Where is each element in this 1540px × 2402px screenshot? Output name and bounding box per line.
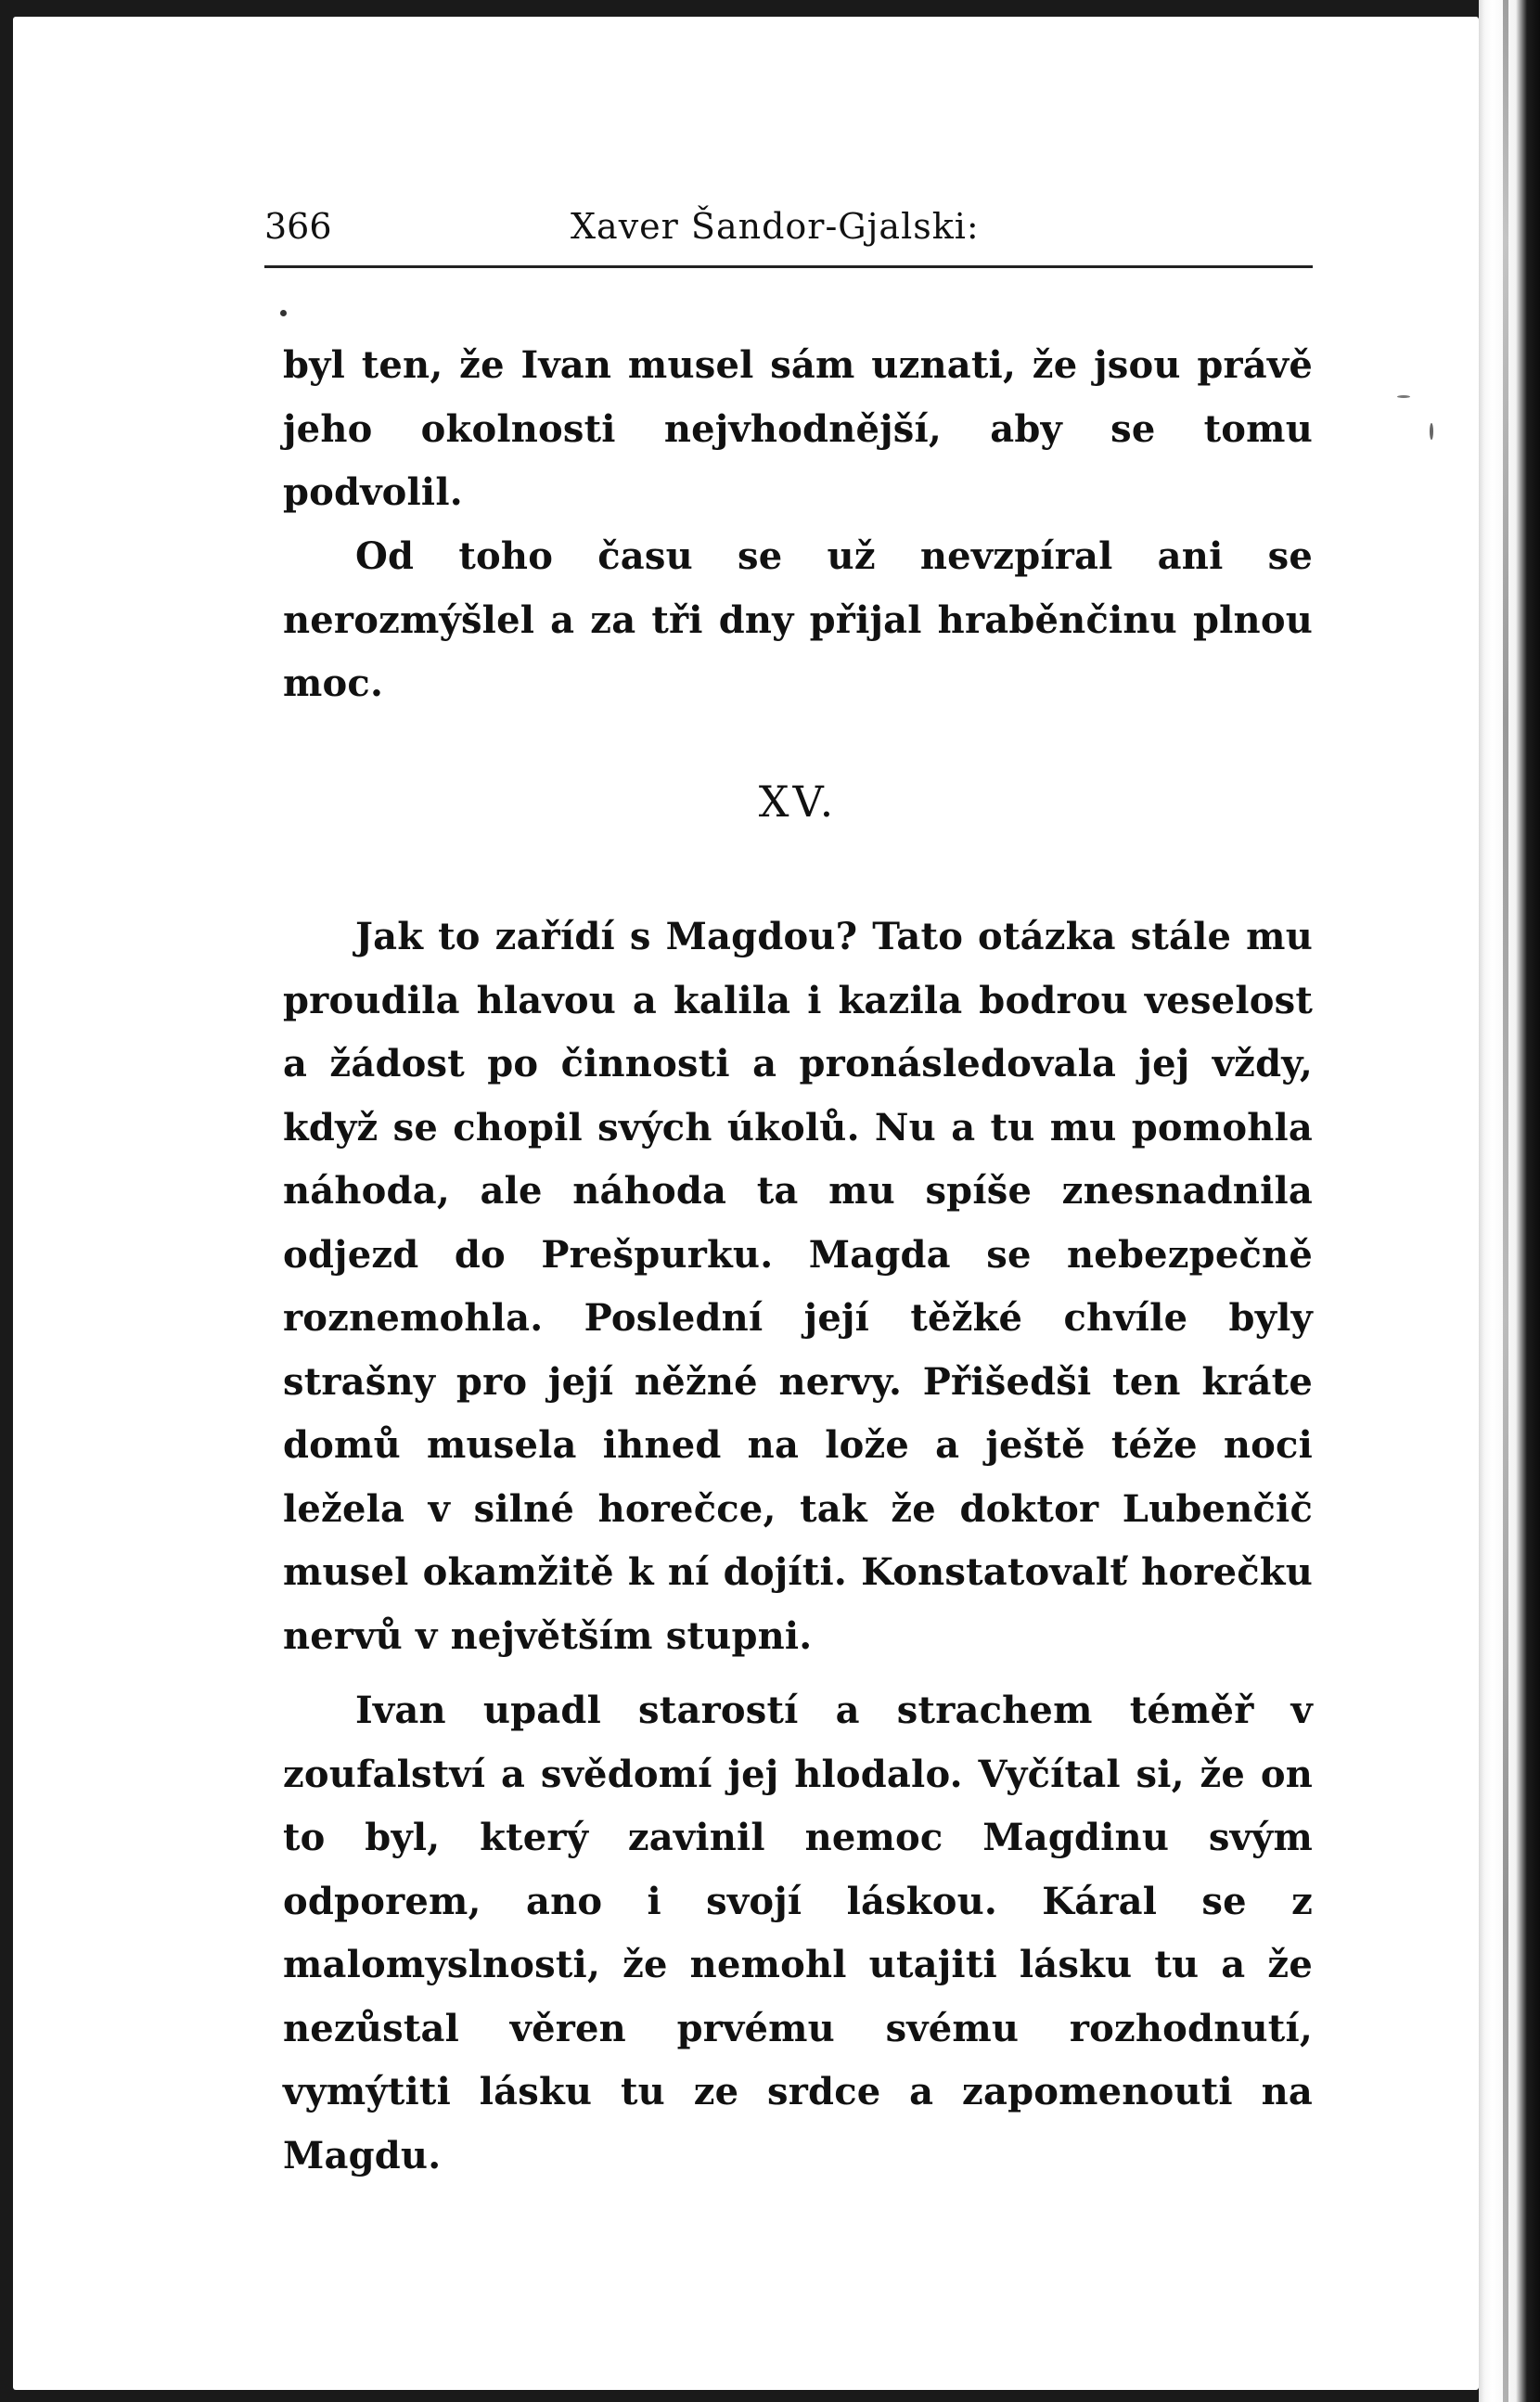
page-edge-shadow (1479, 0, 1540, 2402)
binding-stripe (1503, 0, 1508, 2402)
speck-mark (1397, 395, 1410, 398)
chapter-heading: XV. (758, 777, 838, 827)
chapter-paragraph-2: Ivan upadl starostí a strachem téměř v zoufalství a svědomí jej hlodalo. Vyčítal si, že on to byl, který zavinil nemoc Magdinu svým odporem, ano i svojí láskou. Káral se z malomyslnosti, že nemohl utajiti lásku tu a že nezůstal věren prvému svému rozhodnutí, vymýtiti lásku tu ze srdce a zapomenouti na Magdu. (283, 1689, 1313, 2177)
page-number: 366 (264, 206, 332, 247)
running-head (264, 202, 1313, 250)
paragraph-1: byl ten, že Ivan musel sám uznati, že jsou právě jeho okolnosti nejvhodnější, aby se tomu podvolil. (283, 343, 1313, 514)
speck-mark (280, 310, 287, 316)
paragraph-2: Od toho času se už nevzpíral ani se nerozmýšlel a za tři dny přijal hraběnčinu plnou moc. (283, 534, 1313, 705)
running-title: Xaver Šandor-Gjalski: (571, 206, 980, 247)
speck-mark (1430, 423, 1433, 440)
chapter-paragraph-1: Jak to zařídí s Magdou? Tato otázka stále mu proudila hlavou a kalila i kazila bodrou veselost a žádost po činnosti a pronásledovala jej vždy, když se chopil svých úkolů. Nu a tu mu pomohla náhoda, ale náhoda ta mu spíše znesnadnila odjezd do Prešpurku. Magda se nebezpečně roznemohla. Poslední její těžké chvíle byly strašny pro její něžné nervy. Přišedši ten kráte domů musela ihned na lože a ještě téže noci ležela v silné horečce, tak že doktor Lubenčič musel okamžitě k ní dojíti. Konstatovalť horečku nervů v největším stupni. (283, 915, 1313, 1658)
header-rule (264, 265, 1313, 268)
